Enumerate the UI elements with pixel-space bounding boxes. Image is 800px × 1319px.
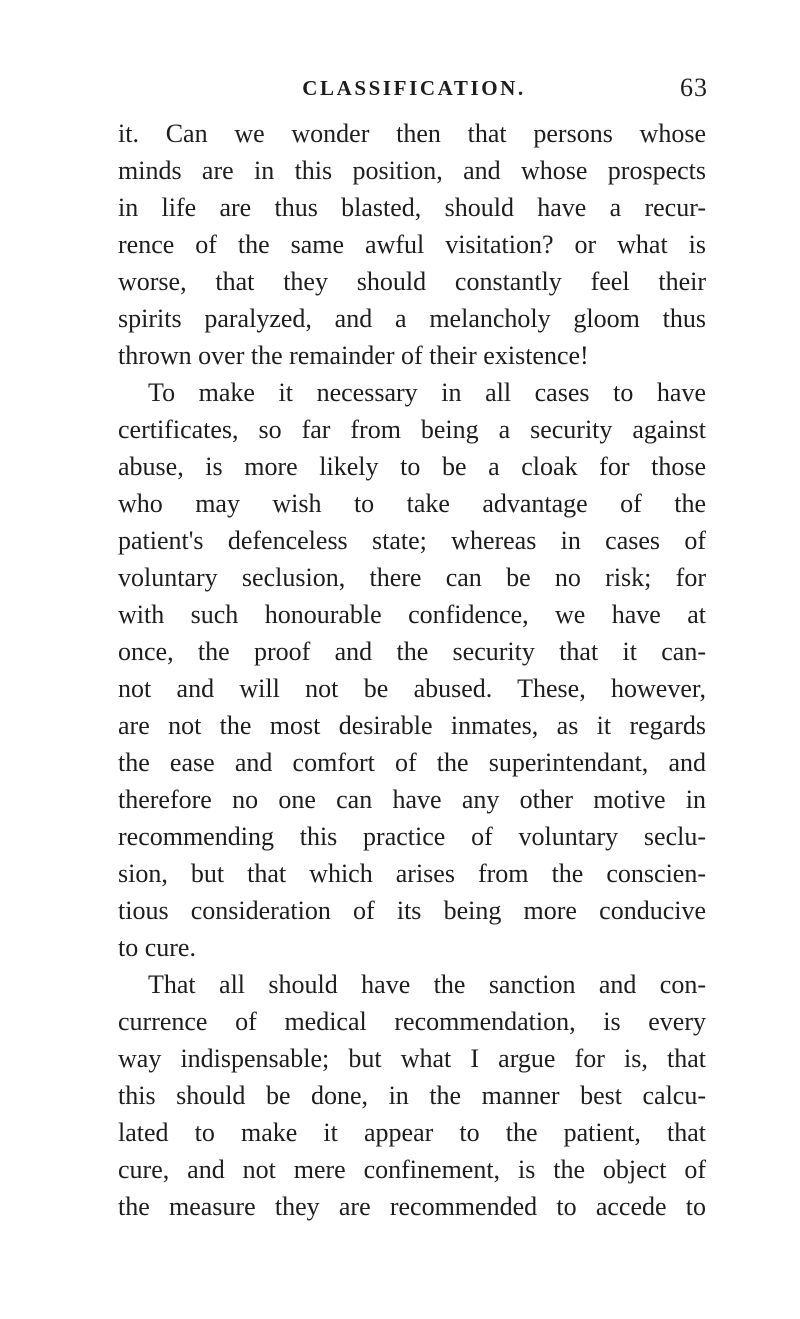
text-line: this should be done, in the manner best calcu- [118,1081,706,1110]
page-title: CLASSIFICATION. [302,76,526,100]
text-line: the measure they are recommended to accede to [118,1192,706,1221]
body-text [118,115,706,1225]
text-line: with such honourable confidence, we have at [118,600,706,629]
text-line: recommending this practice of voluntary seclu- [118,822,706,851]
text-line: way indispensable; but what I argue for is, that [118,1044,706,1073]
text-line: therefore no one can have any other motive in [118,785,706,814]
text-line: once, the proof and the security that it can- [118,637,706,666]
text-line: are not the most desirable inmates, as it regards [118,711,706,740]
text-line: patient's defenceless state; whereas in cases of [118,526,706,555]
text-line: in life are thus blasted, should have a recur- [118,193,706,222]
text-line: worse, that they should constantly feel their [118,267,706,296]
running-header [120,73,708,106]
text-line: the ease and comfort of the superintendant, and [118,748,706,777]
text-line: cure, and not mere confinement, is the object of [118,1155,706,1184]
text-line: thrown over the remainder of their existence! [118,341,589,370]
text-line: certificates, so far from being a security against [118,415,706,444]
text-line: not and will not be abused. These, however, [118,674,706,703]
text-line: That all should have the sanction and con- [148,970,706,999]
text-line: abuse, is more likely to be a cloak for those [118,452,706,481]
text-line: tious consideration of its being more conducive [118,896,706,925]
text-line: it. Can we wonder then that persons whose [118,119,706,148]
text-line: To make it necessary in all cases to have [148,378,706,407]
text-line: rence of the same awful visitation? or what is [118,230,706,259]
text-line: to cure. [118,933,196,962]
text-line: spirits paralyzed, and a melancholy gloom thus [118,304,706,333]
page-number: 63 [680,73,708,102]
text-line: currence of medical recommendation, is every [118,1007,706,1036]
text-line: who may wish to take advantage of the [118,489,706,518]
text-line: sion, but that which arises from the conscien- [118,859,706,888]
text-line: lated to make it appear to the patient, that [118,1118,706,1147]
text-line: voluntary seclusion, there can be no risk; for [118,563,706,592]
text-line: minds are in this position, and whose prospects [118,156,706,185]
